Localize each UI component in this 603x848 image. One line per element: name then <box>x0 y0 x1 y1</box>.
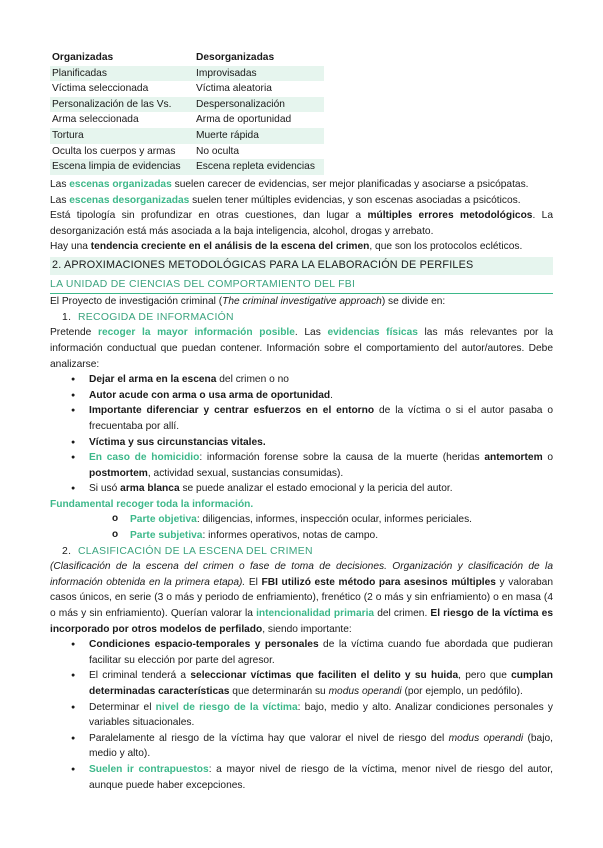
table-cell: Muerte rápida <box>194 128 324 144</box>
list-item <box>50 481 553 497</box>
text: : diligencias, informes, inspección ocular, informes periciales. <box>196 514 472 526</box>
italic-term: modus operandi <box>328 686 402 697</box>
highlight-term: escenas organizadas <box>69 179 172 190</box>
list-item <box>50 435 553 451</box>
table-cell: Víctima seleccionada <box>52 83 149 95</box>
text: Si usó <box>89 483 121 495</box>
bullet-list-1 <box>50 372 553 497</box>
table-cell: Planificadas <box>50 66 194 82</box>
list-item <box>50 637 553 668</box>
text: Hay una <box>50 241 91 253</box>
bold-term: Autor acude con arma o usa arma de oportunidad <box>89 389 331 401</box>
text: Está tipología sin profundizar en otras cuestiones, dan lugar a <box>50 210 368 222</box>
text: ) se divide en: <box>381 296 446 308</box>
bold-term: Importante diferenciar y centrar esfuerzos en el entorno <box>89 405 375 417</box>
text: Pretende <box>50 327 98 339</box>
document-body <box>50 177 553 793</box>
list-item <box>50 762 553 793</box>
bold-term: tendencia creciente en el análisis de la escena del crimen <box>90 241 370 253</box>
text: : informes operativos, notas de campo. <box>202 530 379 542</box>
table-row <box>50 112 324 128</box>
list-item <box>50 450 553 481</box>
highlight-term: recoger la mayor información posible <box>97 327 295 339</box>
text: . <box>330 389 333 401</box>
text: Paralelamente al riesgo de la víctima hay que valorar el nivel de riesgo del <box>89 732 449 744</box>
comparison-table <box>50 50 324 175</box>
subsection-heading: LA UNIDAD DE CIENCIAS DEL COMPORTAMIENTO DEL FBI <box>50 277 553 295</box>
section-heading: 2. APROXIMACIONES METODOLÓGICAS PARA LA ELABORACIÓN DE PERFILES <box>50 257 553 275</box>
italic-term: The criminal investigative approach <box>222 296 382 308</box>
column-header: Desorganizadas <box>196 52 275 63</box>
bold-term: Víctima y sus circunstancias vitales. <box>89 436 266 448</box>
table-cell: Escena repleta evidencias <box>194 159 324 175</box>
text: El Proyecto de investigación criminal ( <box>50 296 223 308</box>
list-item <box>50 700 553 731</box>
text: que determinarán su <box>229 686 329 697</box>
table-cell: No oculta <box>196 145 240 157</box>
table-cell: Arma de oportunidad <box>196 114 292 126</box>
italic-text: (Clasificación de la escena del crimen o fase de toma de decisiones. Organización y clasificación de la información obtenida en la primera etapa). <box>50 561 553 588</box>
text: se puede analizar el estado emocional y la pericia del autor. <box>179 483 453 495</box>
bold-term: antemortem <box>484 452 543 464</box>
bullet-list-2 <box>50 637 553 793</box>
italic-term: modus operandi <box>448 732 524 744</box>
text: : bajo, medio y alto. Analizar condiciones personales y variables situacionales. <box>89 701 554 729</box>
text: El criminal tenderá a <box>89 670 191 682</box>
step-number: 1. <box>62 311 72 323</box>
text: , siendo importante: <box>262 623 352 635</box>
list-item <box>50 528 553 544</box>
highlight-term: En caso de homicidio <box>89 452 200 464</box>
highlight-term: Suelen ir contrapuestos <box>89 763 209 775</box>
list-item <box>50 512 553 528</box>
text: del crimen. <box>374 608 431 620</box>
table-cell: Arma seleccionada <box>52 114 139 126</box>
step-heading-1 <box>50 310 553 326</box>
text: (por ejemplo, un pedófilo). <box>401 686 523 697</box>
bold-term: El riesgo de la víctima es incorporado por otros modelos de perfilado <box>50 608 553 635</box>
table-cell: Improvisadas <box>194 66 324 82</box>
table-cell: Personalización de las Vs. <box>50 97 194 113</box>
highlight-term: Parte objetiva <box>130 514 197 526</box>
bold-term: FBI utilizó este método para asesinos múltiples <box>261 576 496 588</box>
text: suelen carecer de evidencias, ser mejor planificadas y asociarse a psicópatas. <box>171 179 529 190</box>
table-cell: Oculta los cuerpos y armas <box>52 145 176 157</box>
highlight-term: Fundamental recoger toda la información. <box>50 498 254 510</box>
text: (bajo, medio y alto). <box>89 732 553 760</box>
table-row <box>50 81 324 97</box>
table-cell: Escena limpia de evidencias <box>50 159 194 175</box>
text: Las <box>50 179 70 190</box>
column-header: Organizadas <box>52 52 114 63</box>
text: : información forense sobre la causa de la muerte (heridas <box>199 452 485 464</box>
table-cell: Despersonalización <box>194 97 324 113</box>
text: y valoraban casos únicos, en serie (3 o más y periodo de enfriamiento), frenético (2 o más y sin enfriamiento) o en masa (4 o más y sin enfriamiento). Querían valorar la <box>50 576 553 620</box>
list-item <box>50 668 553 699</box>
text: Las <box>50 194 70 206</box>
table-row <box>50 144 324 160</box>
bold-term: seleccionar víctimas que faciliten el delito y su huida <box>190 670 459 682</box>
highlight-term: nivel de riesgo de la víctima <box>155 701 298 713</box>
text: del crimen o no <box>216 374 289 386</box>
paragraph-disorganized <box>50 193 553 209</box>
highlight-term: Parte subjetiva <box>130 530 203 542</box>
text: . La desorganización está más asociada a la baja inteligencia, alcohol, drogas y arrebato. <box>50 210 554 237</box>
list-item <box>50 388 553 404</box>
table-row <box>50 128 324 144</box>
table-row <box>50 159 324 175</box>
bold-term: postmortem <box>89 467 148 479</box>
step-title: RECOGIDA DE INFORMACIÓN <box>78 311 234 323</box>
list-item <box>50 372 553 388</box>
step-number: 2. <box>62 545 72 557</box>
bold-term: múltiples errores metodológicos <box>367 210 533 222</box>
paragraph-typology <box>50 208 553 239</box>
bold-term: Dejar el arma en la escena <box>89 374 217 386</box>
text: Determinar el <box>89 701 156 713</box>
table-header-row <box>50 50 324 66</box>
table-row <box>50 66 324 82</box>
paragraph-classification <box>50 559 553 637</box>
highlight-term: intencionalidad primaria <box>256 608 375 620</box>
bold-term: Condiciones espacio-temporales y personales <box>89 639 319 651</box>
paragraph-fundamental <box>50 497 553 513</box>
text: . Las <box>294 327 328 339</box>
text: : a mayor nivel de riesgo de la víctima, menor nivel de riesgo del autor, aunque puede haber excepciones. <box>89 763 553 791</box>
text: El <box>245 576 262 588</box>
text: suelen tener múltiples evidencias, y son escenas asociadas a psicóticos. <box>189 194 521 206</box>
table-cell: Tortura <box>50 128 194 144</box>
paragraph-project <box>50 294 553 310</box>
bold-term: cumplan determinadas características <box>89 670 553 697</box>
paragraph-collect <box>50 325 553 372</box>
text: , actividad sexual, sustancias consumidas). <box>147 467 344 479</box>
paragraph-trend <box>50 239 553 255</box>
bold-term: arma blanca <box>120 483 180 495</box>
sub-list <box>50 512 553 543</box>
text: o <box>542 452 553 464</box>
table-row <box>50 97 324 113</box>
highlight-term: escenas desorganizadas <box>69 194 190 206</box>
text: , pero que <box>458 670 512 682</box>
text: las más relevantes por la información conductual que puedan contener. Información sobre el comportamiento del autor/autores. Debe analizarse: <box>50 327 553 370</box>
step-title: CLASIFICACIÓN DE LA ESCENA DEL CRIMEN <box>78 545 313 557</box>
list-item <box>50 731 553 762</box>
text: , que son los protocolos ecléticos. <box>369 241 523 253</box>
table-cell: Víctima aleatoria <box>196 83 272 95</box>
paragraph-organized <box>50 177 553 193</box>
step-heading-2 <box>50 544 553 560</box>
list-item <box>50 403 553 434</box>
text: de la víctima o si el autor pasaba o frecuentaba por allí. <box>89 405 553 432</box>
highlight-term: evidencias físicas <box>327 327 418 339</box>
text: de la víctima cuando fue abordada que pudieran facilitar su elección por parte del agresor. <box>89 639 553 666</box>
